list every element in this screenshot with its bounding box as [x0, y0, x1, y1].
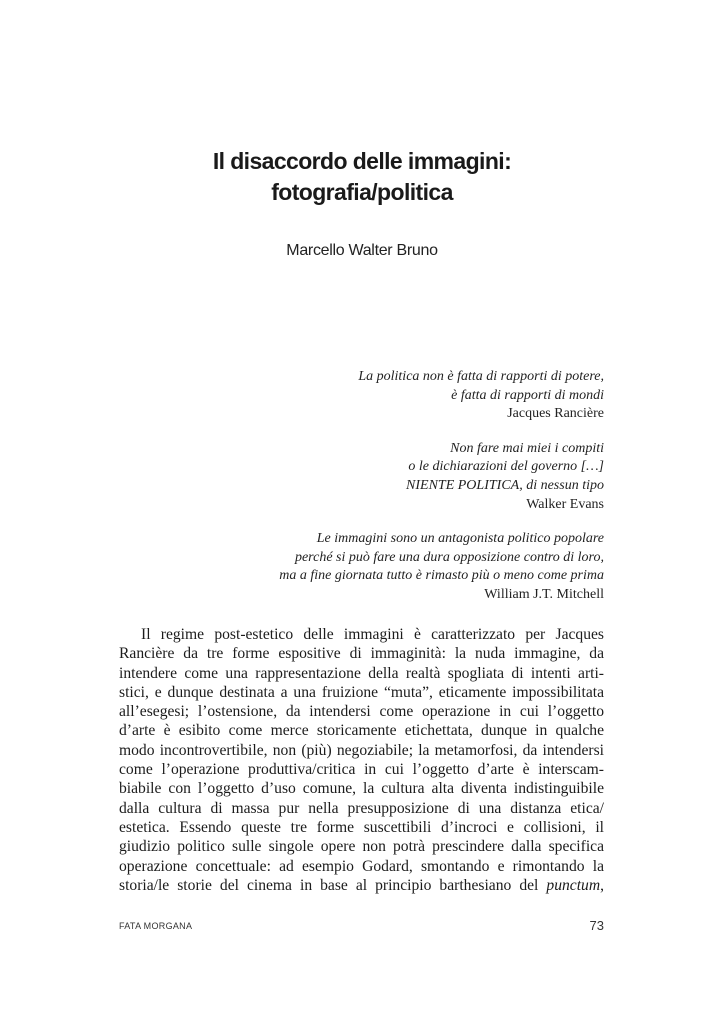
epigraph-line: ma a fine giornata tutto è rimasto più o meno come prima	[279, 568, 604, 584]
page-number: 73	[589, 918, 604, 933]
epigraph-attribution: Walker Evans	[526, 496, 604, 512]
epigraph-ranciere	[279, 368, 604, 424]
epigraph-attribution: Jacques Rancière	[507, 406, 604, 422]
article-title	[0, 146, 724, 208]
body-line: giudizio politico sulle singole opere non potrà prescindere dalla specifica	[119, 838, 604, 856]
body-line: come l’operazione produttiva/critica in cui l’oggetto d’arte è interscam-	[119, 761, 604, 779]
title-line-2: fotografia/politica	[271, 179, 453, 205]
epigraph-evans	[279, 440, 604, 514]
body-paragraph	[119, 625, 604, 895]
body-line-last	[119, 876, 604, 895]
epigraphs	[279, 368, 604, 605]
body-line: d’arte è esibito come merce storicamente etichettata, dunque in qualche	[119, 722, 604, 740]
epigraph-line: o le dichiarazioni del governo […]	[408, 459, 604, 475]
body-line: estetica. Essendo queste tre forme suscettibili d’incroci e collisioni, il	[119, 818, 604, 836]
epigraph-line: Le immagini sono un antagonista politico popolare	[316, 531, 604, 547]
journal-name: FATA MORGANA	[119, 921, 193, 931]
body-line: stici, e dunque destinata a una fruizione “muta”, eticamente impossibilitata	[119, 683, 604, 701]
punctum-term: punctum	[546, 876, 601, 894]
epigraph-attribution: William J.T. Mitchell	[484, 586, 604, 602]
epigraph-line: NIENTE POLITICA, di nessun tipo	[406, 477, 604, 493]
epigraph-line: Non fare mai miei i compiti	[450, 440, 604, 456]
author-name: Marcello Walter Bruno	[286, 242, 438, 259]
body-line: intendere come una rappresentazione della realtà spogliata di intenti arti-	[119, 664, 604, 682]
body-line: dalla cultura di massa pur nella presupposizione di una distanza etica/	[119, 799, 604, 817]
epigraph-line: perché si può fare una dura opposizione contro di loro,	[294, 549, 604, 565]
body-line: all’esegesi; l’ostensione, da intendersi come operazione in cui l’oggetto	[119, 703, 604, 721]
body-line: Il regime post-estetico delle immagini è caratterizzato per Jacques	[141, 626, 604, 643]
body-line-punctuation: ,	[600, 876, 604, 894]
epigraph-line: La politica non è fatta di rapporti di potere,	[358, 369, 604, 384]
body-line-text: storia/le storie del cinema in base al principio barthesiano del	[119, 876, 539, 894]
body-line: modo incontrovertibile, non (più) negoziabile; la metamorfosi, da intendersi	[119, 741, 604, 759]
body-line: biabile con l’oggetto d’uso comune, la cultura alta diventa indistinguibile	[119, 780, 604, 798]
body-line: Rancière da tre forme espositive di immaginità: la nuda immagine, da	[119, 645, 604, 663]
title-line-1: Il disaccordo delle immagini:	[212, 148, 512, 174]
epigraph-line: è fatta di rapporti di mondi	[451, 387, 604, 403]
epigraph-mitchell	[279, 530, 604, 604]
body-line: operazione concettuale: ad esempio Godard, smontando e rimontando la	[119, 857, 604, 875]
